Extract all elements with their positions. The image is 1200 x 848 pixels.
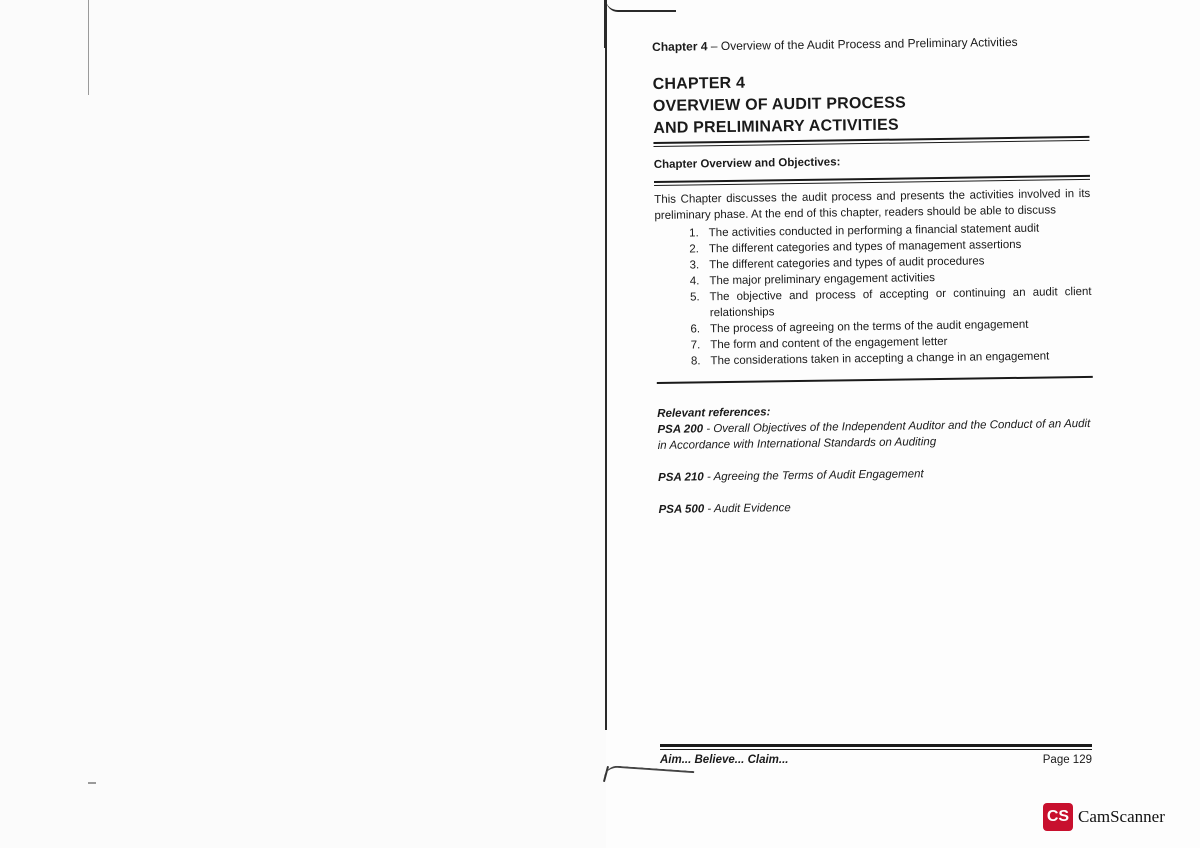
footer-rule-thin	[660, 749, 1092, 750]
objective-number: 5.	[689, 291, 700, 304]
reference-code: PSA 210	[658, 471, 704, 484]
reference-item	[658, 496, 1094, 518]
running-head-separator: –	[707, 39, 721, 54]
reference-item	[658, 464, 1094, 486]
chapter-title-line-2: AND PRELIMINARY ACTIVITIES	[653, 116, 899, 137]
objective-text: The process of agreeing on the terms of the audit engagement	[709, 318, 1029, 336]
reference-code: PSA 200	[657, 423, 704, 436]
page-curl-top	[606, 0, 676, 12]
objective-text: The different categories and types of management assertions	[708, 238, 1022, 256]
reference-item	[657, 416, 1093, 454]
book-gutter	[605, 0, 607, 730]
objective-number: 2.	[689, 243, 700, 256]
objective-number: 3.	[689, 259, 700, 272]
objective-text: The major preliminary engagement activities	[709, 272, 936, 288]
objective-number: 7.	[690, 339, 701, 352]
running-head-title: Overview of the Audit Process and Preliminary Activities	[720, 34, 1018, 54]
camscanner-name: CamScanner	[1078, 807, 1165, 826]
reference-text: - Agreeing the Terms of Audit Engagement	[703, 468, 924, 484]
references-heading: Relevant references:	[657, 406, 771, 420]
chapter-number: CHAPTER 4	[652, 74, 746, 93]
objective-text: The objective and process of accepting or continuing an audit client relationships	[709, 285, 1092, 320]
camscanner-watermark	[1043, 803, 1165, 831]
chapter-title	[653, 68, 1090, 140]
chapter-title-line-1: OVERVIEW OF AUDIT PROCESS	[652, 94, 907, 115]
reference-code: PSA 500	[658, 503, 705, 516]
running-head-chapter: Chapter 4	[652, 39, 708, 54]
objective-number: 4.	[689, 275, 700, 288]
objective-text: The different categories and types of audit procedures	[709, 255, 985, 272]
page-footer	[660, 744, 1092, 766]
objective-text: The considerations taken in accepting a change in an engagement	[710, 350, 1050, 368]
reference-text: - Overall Objectives of the Independent Auditor and the Conduct of an Audit in Accordance with International Standards on Auditing	[657, 417, 1091, 452]
left-page-edge-line	[88, 0, 89, 95]
overview-box	[654, 186, 1092, 370]
overview-intro: This Chapter discusses the audit process and presents the activities involved in its preliminary phase. At the end of this chapter, readers should be able to discuss	[654, 187, 1091, 222]
left-page-edge-mark	[88, 782, 96, 784]
objective-number: 1.	[689, 227, 699, 240]
footer-motto: Aim... Believe... Claim...	[660, 754, 789, 766]
page-number: Page 129	[1042, 754, 1092, 766]
objectives-list	[655, 220, 1093, 370]
running-head	[652, 34, 1088, 54]
references-section	[657, 400, 1095, 518]
objective-text: The activities conducted in performing a financial statement audit	[708, 222, 1040, 240]
objective-number: 8.	[690, 355, 701, 368]
reference-text: - Audit Evidence	[704, 502, 791, 516]
objective-text: The form and content of the engagement letter	[710, 335, 948, 352]
right-page	[652, 32, 1098, 778]
overview-rule-bottom	[657, 376, 1093, 384]
objective-number: 6.	[690, 323, 701, 336]
footer-row	[660, 754, 1092, 766]
footer-rule	[660, 744, 1092, 747]
camscanner-logo-icon: CS	[1043, 803, 1073, 831]
overview-heading: Chapter Overview and Objectives:	[653, 156, 841, 171]
